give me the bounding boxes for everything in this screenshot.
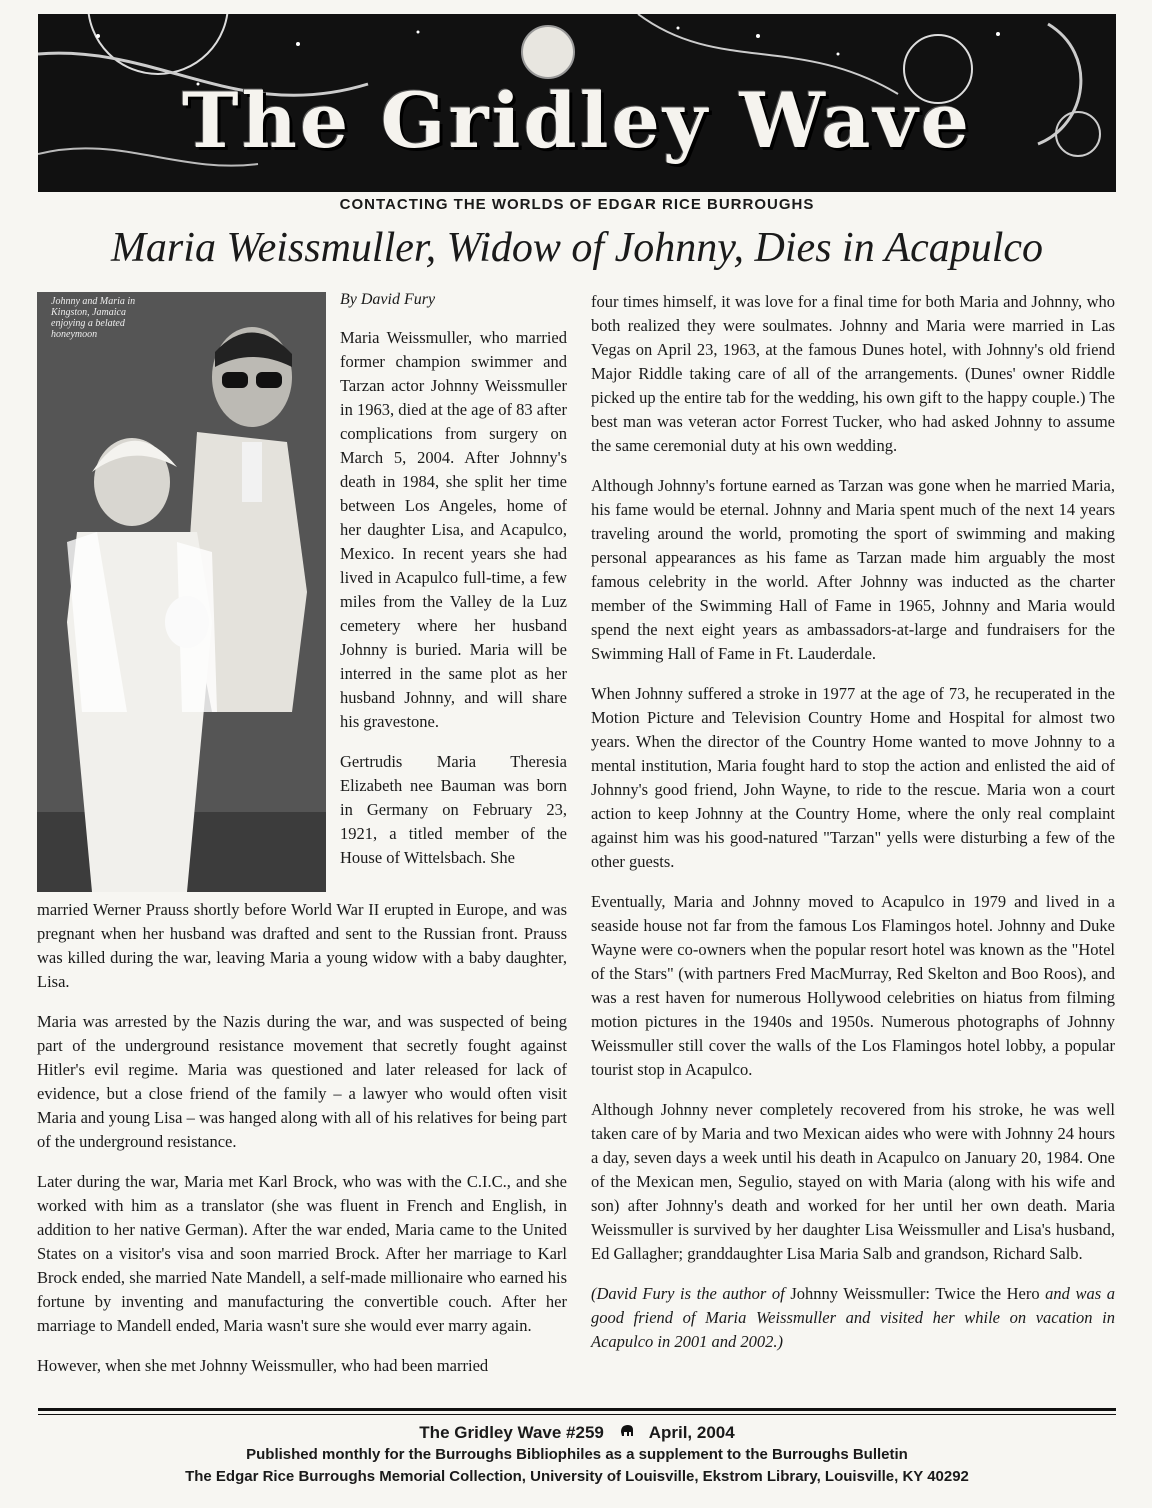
paragraph: Gertrudis Maria Theresia Elizabeth nee Bauman was born in Germany on February 23, 1921, a titled member of the House of Wittelsbach. She — [340, 752, 567, 867]
footer-rule-thick — [38, 1408, 1116, 1411]
footer-issue-line — [38, 1422, 1116, 1443]
elephant-icon — [619, 1422, 635, 1443]
byline: By David Fury — [340, 291, 436, 308]
publication-title: The Gridley Wave — [182, 76, 972, 165]
issue-date: April, 2004 — [648, 1423, 735, 1442]
right-column — [591, 290, 1115, 1370]
footer-publication-line: Published monthly for the Burroughs Bibliophiles as a supplement to the Burroughs Bulletin — [246, 1446, 908, 1463]
left-column — [37, 898, 567, 1394]
tagline: CONTACTING THE WORLDS OF EDGAR RICE BURROUGHS — [339, 196, 815, 213]
paragraph: When Johnny suffered a stroke in 1977 at the age of 73, he recuperated in the Motion Picture and Television Country Home and Hospital for almost two years. When the director of the Country Home wanted to move Johnny to a mental institution, Maria fought hard to stop the action and enlisted the aid of Johnny's good friend, John Wayne, to ride to the rescue. Maria won a court action to keep Johnny at the Country Home, where the only real complaint against him was his good-natured "Tarzan" yells were disturbing a few of the other guests. — [591, 684, 1115, 871]
paragraph: Maria Weissmuller, who married former champion swimmer and Tarzan actor Johnny Weissmuller in 1963, died at the age of 83 after complications from surgery on March 5, 2004. After Johnny's death in 1984, she split her time between Los Angeles, home of her daughter Lisa, and Acapulco, Mexico. In recent years she had lived in Acapulco full-time, a few miles from the Valley de la Luz cemetery where her husband Johnny is buried. Maria will be interred in the same plot as her husband Johnny, and will share his gravestone. — [340, 328, 567, 731]
paragraph: married Werner Prauss shortly before World War II erupted in Europe, and was pregnant when her husband was drafted and sent to the Russian front. Prauss was killed during the war, leaving Maria a young widow with a baby daughter, Lisa. — [37, 900, 567, 991]
paragraph: four times himself, it was love for a final time for both Maria and Johnny, who both realized they were soulmates. Johnny and Maria were married in Las Vegas on April 23, 1963, at the famous Dunes hotel, with Johnny's old friend Major Riddle taking care of all of the arrangements. (Dunes' owner Riddle picked up the entire tab for the wedding, his own gift to the happy couple.) The best man was veteran actor Forrest Tucker, who had asked Johnny to assume the same ceremonial duty at his own wedding. — [591, 292, 1115, 455]
footer-address-line: The Edgar Rice Burroughs Memorial Collection, University of Louisville, Ekstrom Library, Louisville, KY 40292 — [185, 1468, 969, 1485]
author-note-prefix: (David Fury is the author of — [591, 1284, 791, 1303]
author-note-suffix: and was a good friend of Maria Weissmuller and visited her while on vacation in Acapulco in 2001 and 2002.) — [591, 1284, 1115, 1351]
paragraph: Maria was arrested by the Nazis during the war, and was suspected of being part of the underground resistance movement that secretly fought against Hitler's evil regime. Maria was questioned and later released for lack of evidence, but a close friend of the family – a lawyer who would often visit Maria and young Lisa – was hanged along with all of his relatives for being part of the underground resistance. — [37, 1012, 567, 1151]
couple-photo — [37, 292, 326, 892]
paragraph: Although Johnny's fortune earned as Tarzan was gone when he married Maria, his fame would be eternal. Johnny and Maria spent much of the next 14 years traveling around the world, promoting the sport of swimming and making personal appearances as his fame as Tarzan made him arguably the most famous celebrity in the world. After Johnny was inducted as the charter member of the Swimming Hall of Fame in 1965, Johnny and Maria would spend the next eight years as ambassadors-at-large and fundraisers for the Swimming Hall of Fame in Ft. Lauderdale. — [591, 476, 1115, 663]
footer-rule-thin — [38, 1414, 1116, 1415]
photo-caption: Johnny and Maria in Kingston, Jamaica enjoying a belated honeymoon — [51, 296, 136, 340]
photo-illustration — [37, 292, 326, 892]
masthead-banner — [38, 14, 1116, 192]
book-title: Johnny Weissmuller: Twice the Hero — [790, 1284, 1040, 1303]
article-headline: Maria Weissmuller, Widow of Johnny, Dies in Acapulco — [110, 225, 1044, 271]
paragraph: However, when she met Johnny Weissmuller, who had been married — [37, 1356, 489, 1375]
paragraph: Eventually, Maria and Johnny moved to Acapulco in 1979 and lived in a seaside house not far from the famous Los Flamingos hotel. Johnny and Duke Wayne were co-owners when the popular resort hotel was known as the "Hotel of the Stars" (with partners Fred MacMurray, Red Skelton and Boo Roos), and was a rest haven for numerous Hollywood celebrities on hiatus from filming motion pictures in the 1940s and 1950s. Numerous photographs of Johnny Weissmuller still cover the walls of the Los Flamingos hotel lobby, a popular tourist stop in Acapulco. — [591, 892, 1115, 1079]
paragraph: Although Johnny never completely recovered from his stroke, he was well taken care of by Maria and two Mexican aides who were with Johnny 24 hours a day, seven days a week until his death in Acapulco on January 20, 1984. One of the Mexican men, Segulio, stayed on with Maria (along with his wife and son) after Johnny's death and worked for her until her own death. Maria Weissmuller is survived by her daughter Lisa Weissmuller and Lisa's husband, Ed Gallagher; granddaughter Lisa Maria Salb and grandson, Richard Salb. — [591, 1100, 1115, 1263]
author-note — [591, 1282, 1115, 1354]
issue-number: The Gridley Wave #259 — [419, 1423, 604, 1442]
paragraph: Later during the war, Maria met Karl Brock, who was with the C.I.C., and she worked with him as a translator (she was fluent in French and English, in addition to her native German). After the war ended, Maria came to the United States on a visitor's visa and soon married Brock. After her marriage to Karl Brock ended, she married Nate Mandell, a self-made millionaire who earned his fortune by inventing and manufacturing the convertible couch. After her marriage to Mandell ended, Maria wasn't sure she would ever marry again. — [37, 1172, 567, 1335]
narrow-column — [340, 288, 567, 870]
